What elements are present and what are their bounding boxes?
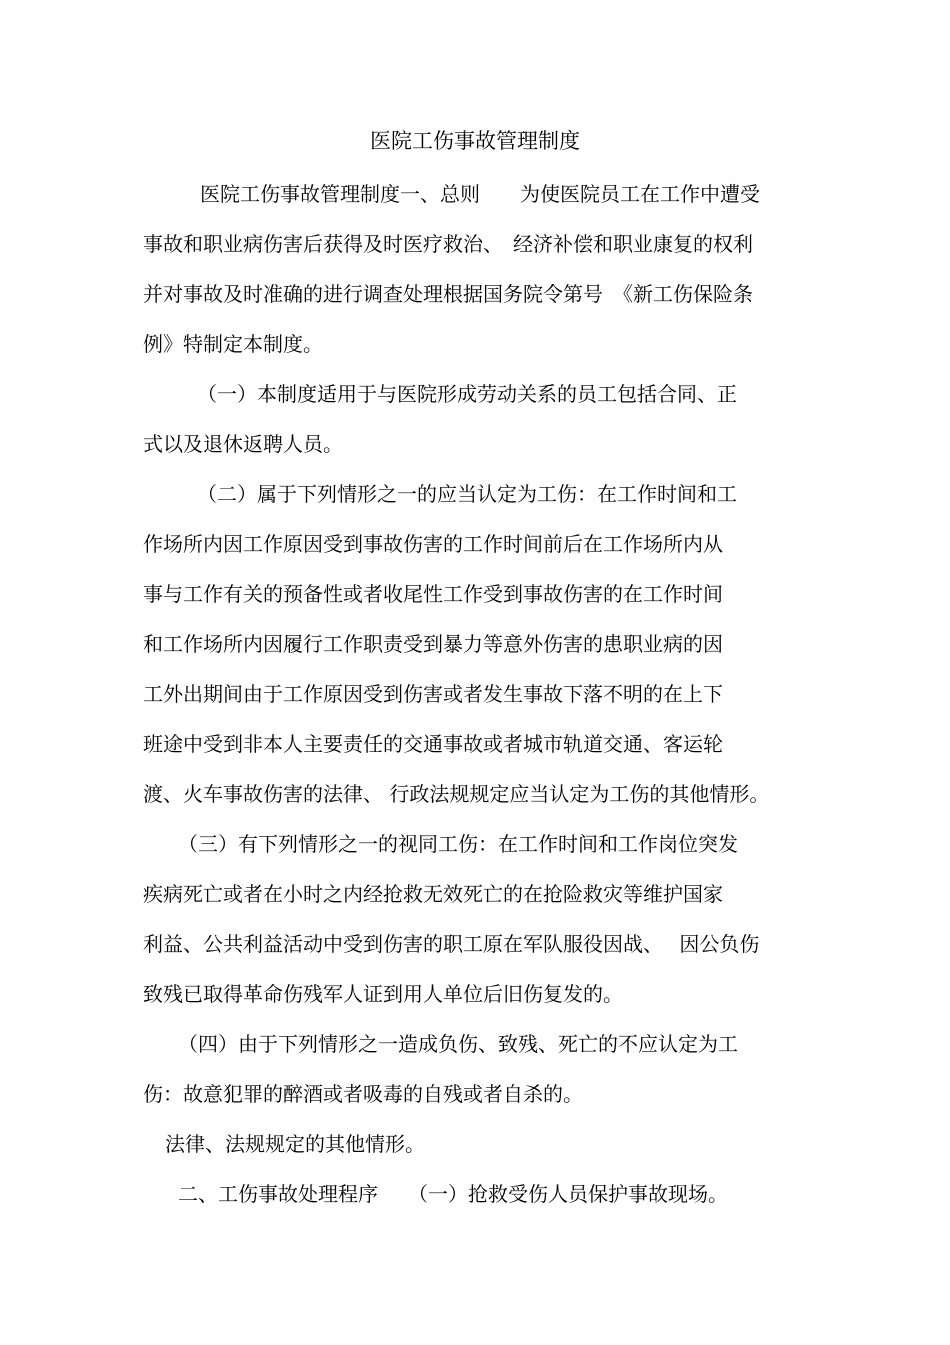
paragraph-line: 二、工伤事故处理程序 （一）抢救受伤人员保护事故现场。 xyxy=(178,1182,728,1206)
paragraph-line: 式以及退休返聘人员。 xyxy=(143,432,343,456)
paragraph-line: 事故和职业病伤害后获得及时医疗救治、 经济补偿和职业康复的权利 xyxy=(143,232,753,256)
document-title: 医院工伤事故管理制度 xyxy=(370,129,580,153)
paragraph-line: 疾病死亡或者在小时之内经抢救无效死亡的在抢险救灾等维护国家 xyxy=(143,882,723,906)
paragraph-line: （一）本制度适用于与医院形成劳动关系的员工包括合同、正 xyxy=(197,382,737,406)
paragraph-line: 和工作场所内因履行工作职责受到暴力等意外伤害的患职业病的因 xyxy=(143,632,723,656)
paragraph-line: 班途中受到非本人主要责任的交通事故或者城市轨道交通、客运轮 xyxy=(143,732,723,756)
paragraph-line: 法律、法规规定的其他情形。 xyxy=(165,1132,425,1156)
paragraph-line: 医院工伤事故管理制度一、总则 为使医院员工在工作中遭受 xyxy=(200,182,760,206)
paragraph-line: 并对事故及时准确的进行调查处理根据国务院令第号 《新工伤保险条 xyxy=(143,282,753,306)
paragraph-line: 例》特制定本制度。 xyxy=(143,332,323,356)
paragraph-line: 渡、火车事故伤害的法律、 行政法规规定应当认定为工伤的其他情形。 xyxy=(143,782,770,806)
paragraph-line: （四）由于下列情形之一造成负伤、致残、死亡的不应认定为工 xyxy=(178,1032,738,1056)
paragraph-line: 致残已取得革命伤残军人证到用人单位后旧伤复发的。 xyxy=(143,982,623,1006)
paragraph-line: 伤：故意犯罪的醉酒或者吸毒的自残或者自杀的。 xyxy=(143,1082,583,1106)
paragraph-line: 利益、公共利益活动中受到伤害的职工原在军队服役因战、 因公负伤 xyxy=(143,932,760,956)
paragraph-line: 事与工作有关的预备性或者收尾性工作受到事故伤害的在工作时间 xyxy=(143,582,723,606)
paragraph-line: 工外出期间由于工作原因受到伤害或者发生事故下落不明的在上下 xyxy=(143,682,723,706)
paragraph-line: （二）属于下列情形之一的应当认定为工伤：在工作时间和工 xyxy=(197,482,737,506)
paragraph-line: 作场所内因工作原因受到事故伤害的工作时间前后在工作场所内从 xyxy=(143,532,723,556)
paragraph-line: （三）有下列情形之一的视同工伤：在工作时间和工作岗位突发 xyxy=(178,832,738,856)
